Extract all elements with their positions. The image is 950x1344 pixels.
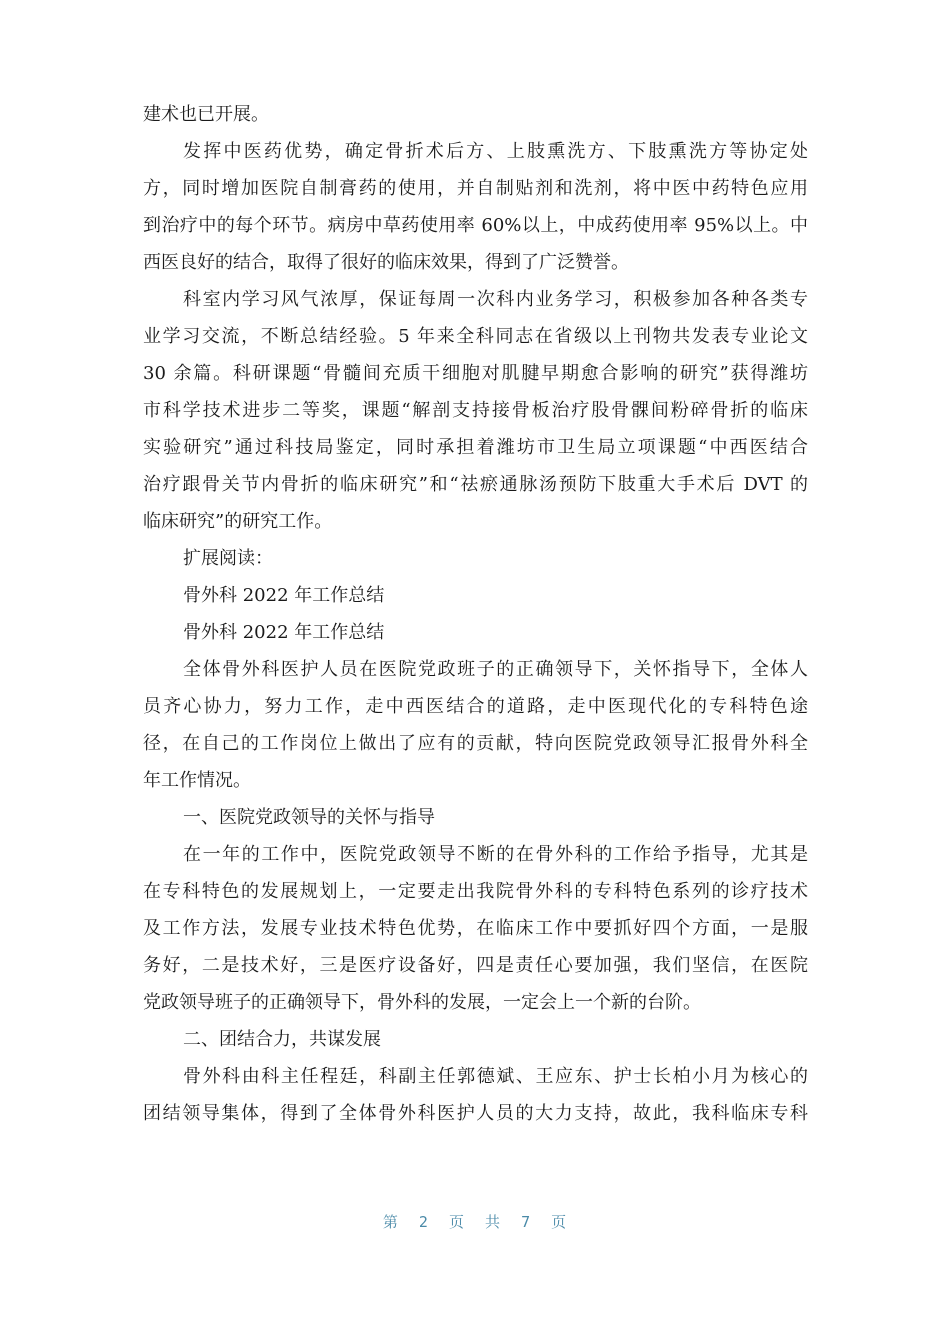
paragraph-line: 发挥中医药优势，确定骨折术后方、上肢熏洗方、下肢熏洗方等协定处 [183,141,808,162]
section-heading: 二、团结合力，共谋发展 [183,1029,381,1050]
section-heading: 一、医院党政领导的关怀与指导 [183,807,435,828]
paragraph-line: 西医良好的结合，取得了很好的临床效果，得到了广泛赞誉。 [143,252,629,273]
paragraph-line: 业学习交流，不断总结经验。5 年来全科同志在省级以上刊物共发表专业论文 [143,326,808,347]
paragraph-line: 建术也已开展。 [143,104,269,125]
paragraph-line: 治疗跟骨关节内骨折的临床研究”和“祛瘀通脉汤预防下肢重大手术后 DVT 的 [143,474,808,495]
paragraph-line: 30 余篇。科研课题“骨髓间充质干细胞对肌腱早期愈合影响的研究”获得潍坊 [143,363,808,384]
paragraph-line: 务好，二是技术好，三是医疗设备好，四是责任心要加强，我们坚信，在医院 [143,955,808,976]
paragraph-line: 市科学技术进步二等奖，课题“解剖支持接骨板治疗股骨髁间粉碎骨折的临床 [143,400,808,421]
page-footer [0,1211,950,1232]
paragraph-line: 全体骨外科医护人员在医院党政班子的正确领导下，关怀指导下，全体人 [183,659,808,680]
paragraph-line: 科室内学习风气浓厚，保证每周一次科内业务学习，积极参加各种各类专 [183,289,808,310]
paragraph-line: 在一年的工作中，医院党政领导不断的在骨外科的工作给予指导，尤其是 [183,844,808,865]
paragraph-line: 临床研究”的研究工作。 [143,511,333,532]
section-title: 骨外科 2022 年工作总结 [183,585,385,606]
paragraph-line: 骨外科由科主任程廷，科副主任郭德斌、王应东、护士长柏小月为核心的 [183,1066,808,1087]
footer-total-pages: 7 [521,1213,532,1231]
footer-gong: 共 [485,1213,502,1231]
paragraph-line: 年工作情况。 [143,770,251,791]
document-body [143,96,808,1132]
paragraph-line: 在专科特色的发展规划上，一定要走出我院骨外科的专科特色系列的诊疗技术 [143,881,808,902]
paragraph-line: 团结领导集体，得到了全体骨外科医护人员的大力支持，故此，我科临床专科 [143,1103,808,1124]
footer-ye: 页 [448,1213,465,1231]
paragraph-line: 径，在自己的工作岗位上做出了应有的贡献，特向医院党政领导汇报骨外科全 [143,733,808,754]
footer-di: 第 [382,1213,399,1231]
paragraph-line: 到治疗中的每个环节。病房中草药使用率 60%以上，中成药使用率 95%以上。中 [143,215,808,236]
footer-page-number: 2 [418,1213,429,1231]
paragraph-line: 实验研究”通过科技局鉴定，同时承担着潍坊市卫生局立项课题“中西医结合 [143,437,808,458]
footer-ye2: 页 [551,1213,568,1231]
section-title: 骨外科 2022 年工作总结 [183,622,385,643]
paragraph-line: 方，同时增加医院自制膏药的使用，并自制贴剂和洗剂，将中医中药特色应用 [143,178,808,199]
paragraph-line: 员齐心协力，努力工作，走中西医结合的道路，走中医现代化的专科特色途 [143,696,808,717]
paragraph-line: 党政领导班子的正确领导下，骨外科的发展，一定会上一个新的台阶。 [143,992,701,1013]
paragraph-line: 及工作方法，发展专业技术特色优势，在临床工作中要抓好四个方面，一是服 [143,918,808,939]
section-label: 扩展阅读： [183,548,273,569]
